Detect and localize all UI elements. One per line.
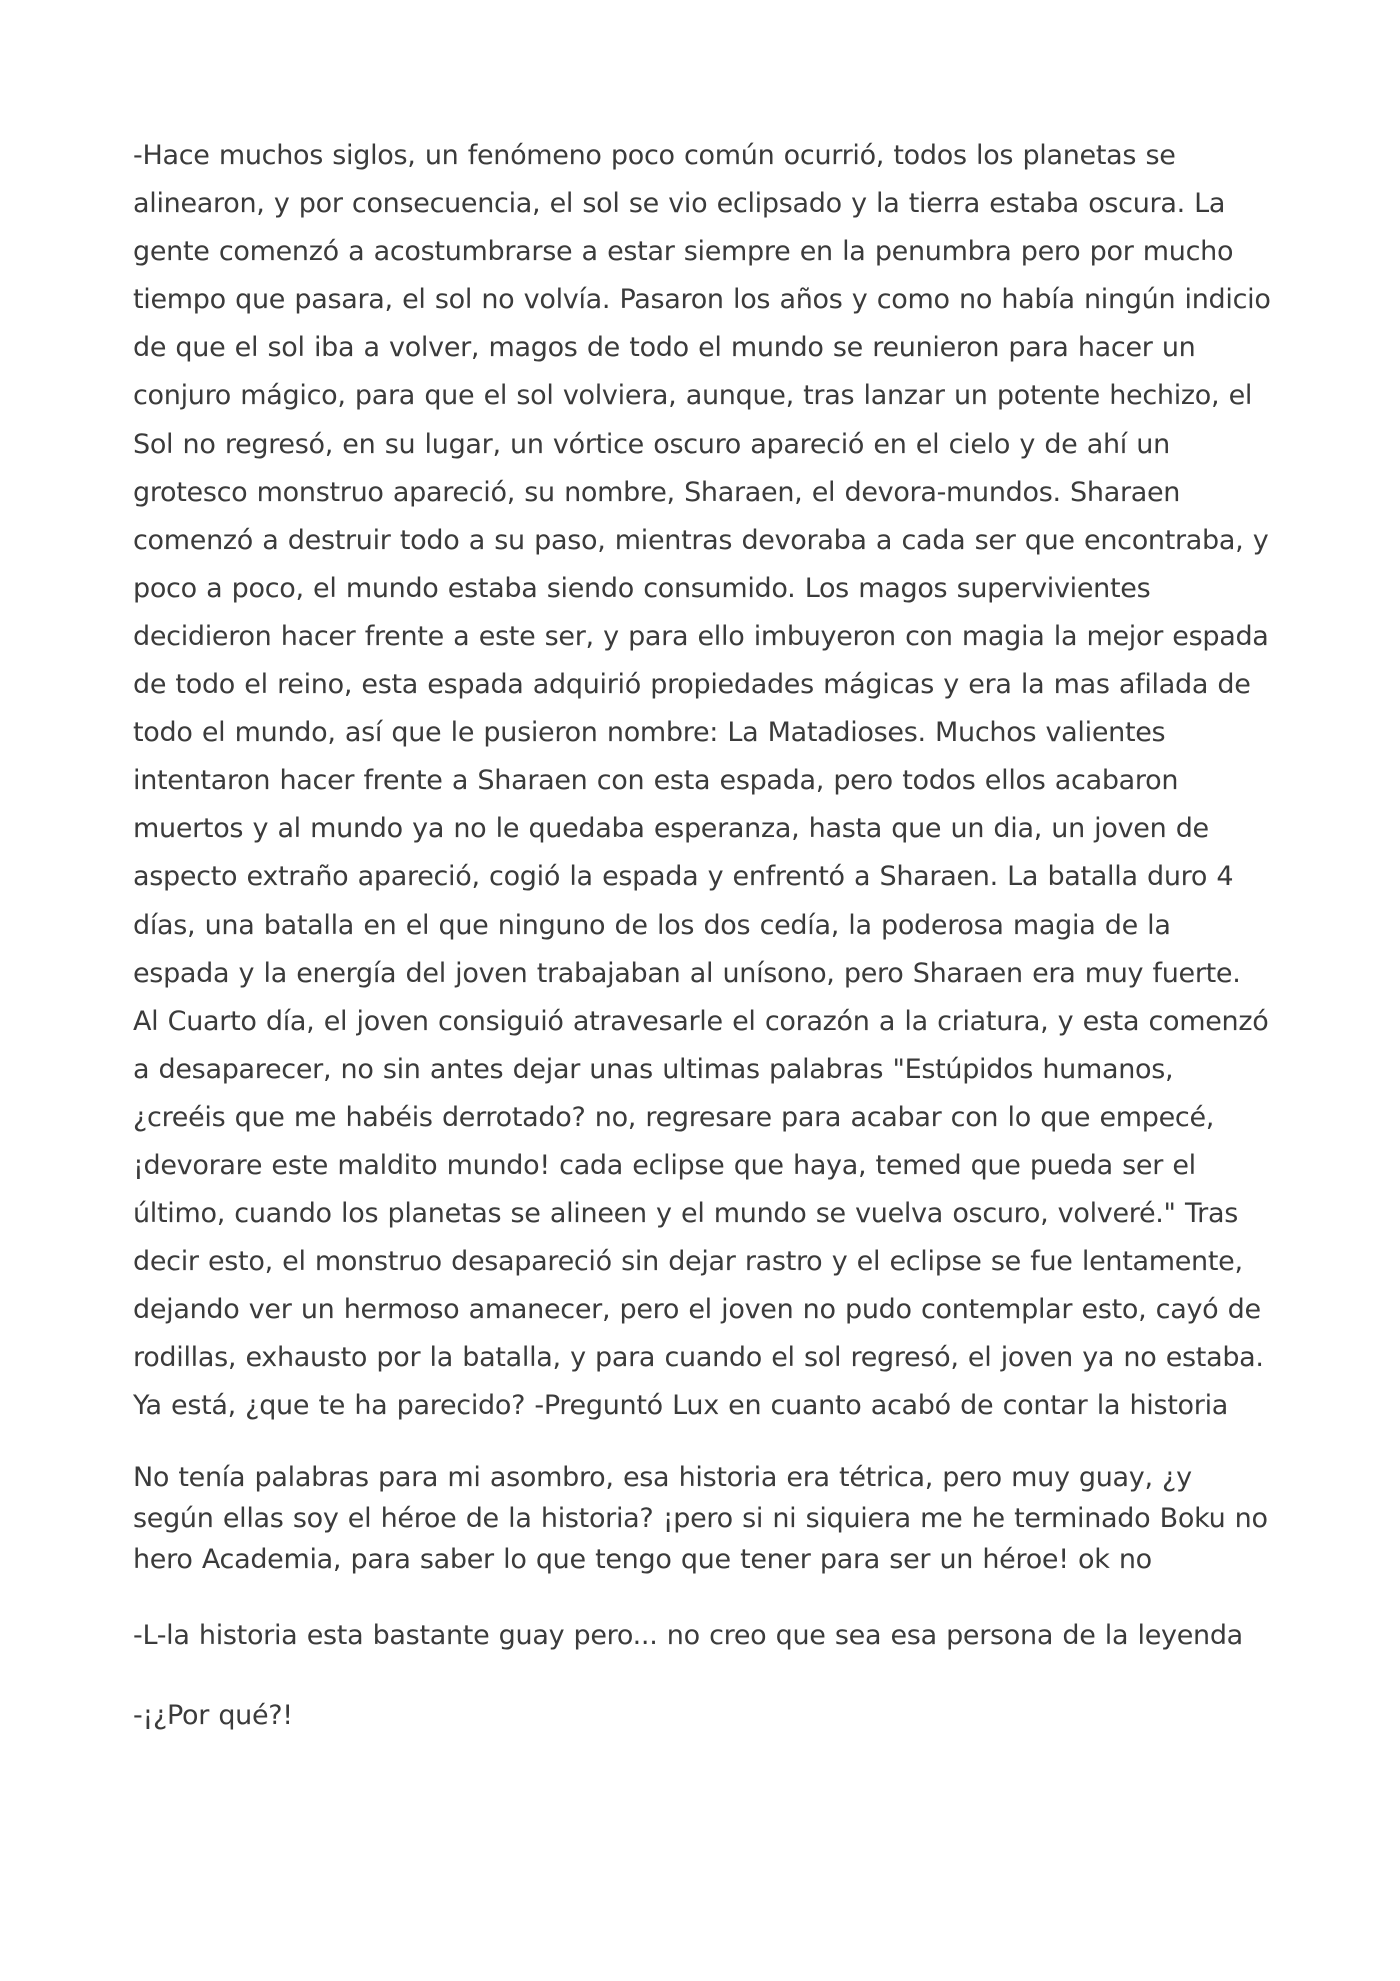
paragraph-legend: -Hace muchos siglos, un fenómeno poco común ocurrió, todos los planetas se alinearon, y por consecuencia, el sol se vio eclipsado y la tierra estaba oscura. La gente comenzó a acostumbrarse a estar siempre en la penumbra pero por mucho tiempo que pasara, el sol no volvía. Pasaron los años y como no había ningún indicio de que el sol iba a volver, magos de todo el mundo se reunieron para hacer un conjuro mágico, para que el sol volviera, aunque, tras lanzar un potente hechizo, el Sol no regresó, en su lugar, un vórtice oscuro apareció en el cielo y de ahí un grotesco monstruo apareció, su nombre, Sharaen, el devora-mundos. Sharaen comenzó a destruir todo a su paso, mientras devoraba a cada ser que encontraba, y poco a poco, el mundo estaba siendo consumido. Los magos supervivientes decidieron hacer frente a este ser, y para ello imbuyeron con magia la mejor espada de todo el reino, esta espada adquirió propiedades mágicas y era la mas afilada de todo el mundo, así que le pusieron nombre: La Matadioses. Muchos valientes intentaron hacer frente a Sharaen con esta espada, pero todos ellos acabaron muertos y al mundo ya no le quedaba esperanza, hasta que un dia, un joven de aspecto extraño apareció, cogió la espada y enfrentó a Sharaen. La batalla duro 4 días, una batalla en el que ninguno de los dos cedía, la poderosa magia de la espada y la energía del joven trabajaban al unísono, pero Sharaen era muy fuerte. Al Cuarto día, el joven consiguió atravesarle el corazón a la criatura, y esta comenzó a desaparecer, no sin antes dejar unas ultimas palabras "Estúpidos humanos, ¿creéis que me habéis derrotado? no, regresare para acabar con lo que empecé, ¡devorare este maldito mundo! cada eclipse que haya, temed que pueda ser el último, cuando los planetas se alineen y el mundo se vuelva oscuro, volveré." Tras decir esto, el monstruo desapareció sin dejar rastro y el eclipse se fue lentamente, dejando ver un hermoso amanecer, pero el joven no pudo contemplar esto, cayó de rodillas, exhausto por la batalla, y para cuando el sol regresó, el joven ya no estaba. Ya está, ¿que te ha parecido? -Preguntó Lux en cuanto acabó de contar la historia [133, 140, 1271, 1422]
paragraph-dialogue-doubt: -L-la historia esta bastante guay pero... no creo que sea esa persona de la leyenda [133, 1619, 1243, 1651]
paragraph-dialogue-question: -¡¿Por qué?! [133, 1699, 293, 1731]
document-body [133, 132, 1273, 1766]
paragraph-reaction: No tenía palabras para mi asombro, esa historia era tétrica, pero muy guay, ¿y según ellas soy el héroe de la historia? ¡pero si ni siquiera me he terminado Boku no hero Academia, para saber lo que tengo que tener para ser un héroe! ok no [133, 1461, 1268, 1575]
